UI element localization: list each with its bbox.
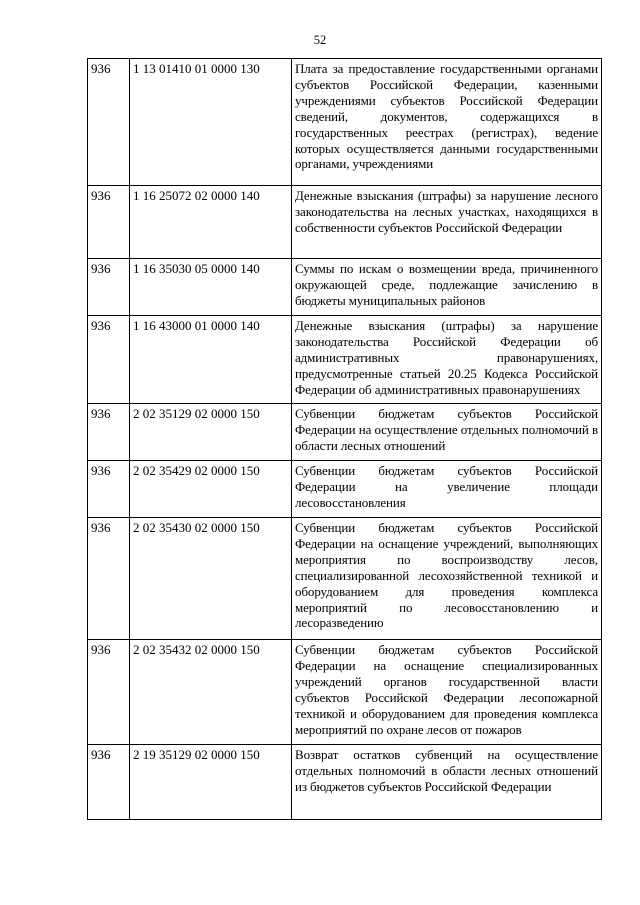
description-cell: Субвенции бюджетам субъектов Российской Федерации на оснащение специализированных учреждений органов государственной власти субъектов Российской Федерации лесопожарной техникой и оборудованием для проведения комплекса мероприятий по охране лесов от пожаров [292, 640, 602, 745]
table-row [88, 518, 602, 640]
page-number: 52 [313, 33, 327, 47]
admin-code-cell: 936 [88, 745, 130, 820]
admin-code-cell: 936 [88, 640, 130, 745]
table-row [88, 461, 602, 518]
table-row [88, 640, 602, 745]
revenue-code-cell: 2 02 35129 02 0000 150 [130, 404, 292, 461]
table-row [88, 59, 602, 186]
admin-code-cell: 936 [88, 186, 130, 259]
description-cell: Субвенции бюджетам субъектов Российской Федерации на осуществление отдельных полномочий в области лесных отношений [292, 404, 602, 461]
description-cell: Возврат остатков субвенций на осуществление отдельных полномочий в области лесных отношений из бюджетов субъектов Российской Федерации [292, 745, 602, 820]
revenue-code-cell: 2 02 35430 02 0000 150 [130, 518, 292, 640]
description-cell: Субвенции бюджетам субъектов Российской Федерации на оснащение учреждений, выполняющих мероприятия по воспроизводству лесов, специализированной лесохозяйственной техникой и оборудованием для проведения комплекса мероприятий по лесовосстановлению и лесоразведению [292, 518, 602, 640]
table-row [88, 745, 602, 820]
revenue-code-cell: 2 02 35432 02 0000 150 [130, 640, 292, 745]
admin-code-cell: 936 [88, 404, 130, 461]
admin-code-cell: 936 [88, 259, 130, 316]
description-cell: Денежные взыскания (штрафы) за нарушение лесного законодательства на лесных участках, находящихся в собственности субъектов Российской Федерации [292, 186, 602, 259]
description-cell: Субвенции бюджетам субъектов Российской Федерации на увеличение площади лесовосстановления [292, 461, 602, 518]
admin-code-cell: 936 [88, 518, 130, 640]
description-cell: Суммы по искам о возмещении вреда, причиненного окружающей среде, подлежащие зачислению в бюджеты муниципальных районов [292, 259, 602, 316]
admin-code-cell: 936 [88, 316, 130, 404]
revenue-code-cell: 1 13 01410 01 0000 130 [130, 59, 292, 186]
revenue-code-cell: 1 16 25072 02 0000 140 [130, 186, 292, 259]
table-row [88, 404, 602, 461]
description-cell: Денежные взыскания (штрафы) за нарушение законодательства Российской Федерации об административных правонарушениях, предусмотренные статьей 20.25 Кодекса Российской Федерации об административных правонарушениях [292, 316, 602, 404]
revenue-code-cell: 2 02 35429 02 0000 150 [130, 461, 292, 518]
revenue-code-cell: 2 19 35129 02 0000 150 [130, 745, 292, 820]
table-row [88, 316, 602, 404]
admin-code-cell: 936 [88, 59, 130, 186]
revenue-code-cell: 1 16 35030 05 0000 140 [130, 259, 292, 316]
table-row [88, 186, 602, 259]
description-cell: Плата за предоставление государственными органами субъектов Российской Федерации, казенными учреждениями субъектов Российской Федерации сведений, документов, содержащихся в государственных реестрах (регистрах), ведение которых осуществляется данными государственными органами, учреждениями [292, 59, 602, 186]
revenue-code-cell: 1 16 43000 01 0000 140 [130, 316, 292, 404]
admin-code-cell: 936 [88, 461, 130, 518]
revenue-codes-table [87, 58, 602, 820]
table-row [88, 259, 602, 316]
